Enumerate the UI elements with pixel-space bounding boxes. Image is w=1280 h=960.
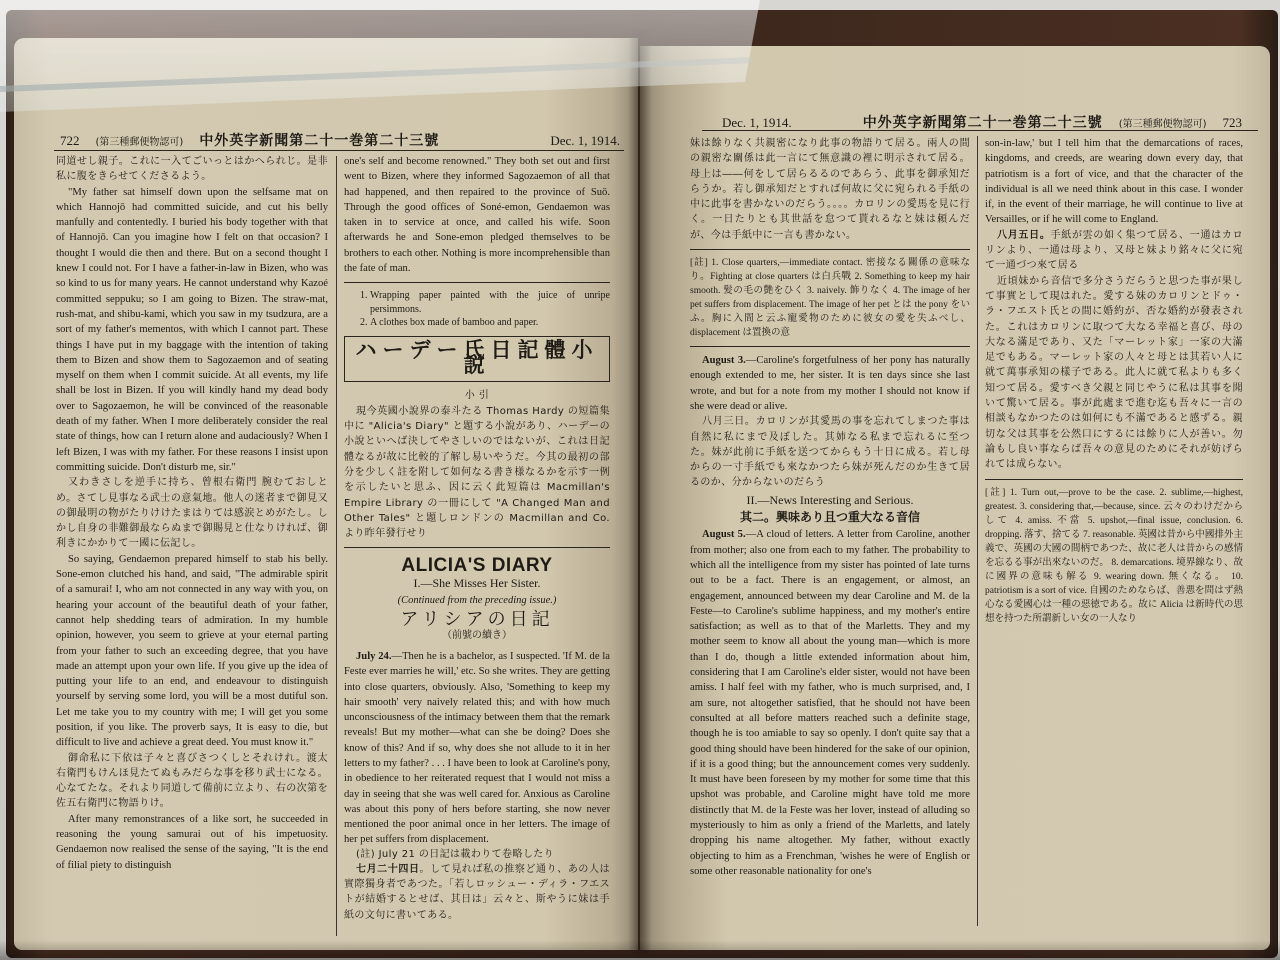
divider [690, 249, 970, 250]
intro-label: 小 引 [464, 390, 490, 402]
right-column-2 [985, 136, 1243, 936]
divider [344, 282, 610, 283]
entry-text: —Then he is a bachelor, as I suspected. 'If M. de la Feste ever marries he will,' etc. So she writes. They are getting into close quarters, obviously. Also, 'Something to keep my hair smooth' very naively related this; and with how much unconsciousness of the intimacy between them that the remark reveals! But my mother—what can she be doing? Does she know of this? And if so, why does she not allude to it in her letters to my father? . . . I have been to look at Caroline's pony, in obedience to her reiterated request that I would not miss a day in seeing that she was well cared for. Anxious as Caroline was about this pony of hers before starting, she now never mentioned the poor animal once in her letters. The image of her pet suffers from displacement. [344, 650, 610, 846]
entry-text-jp: 。して見れば私の推察ど通り、あの人は實際獨身者であつた。「若しロッシュー・ディラ・フエストが結婚するとせば、其日は」云々と、斯やうに妹は手紙の文句に書いてある。 [344, 863, 610, 921]
divider [690, 346, 970, 347]
intro-text: 現今英國小說界の泰斗たる Thomas Hardy の短篇集中に "Alicia's Diary" と題する小說があり、ハーデーの小說といへば決してやさしいのではないが、これは日記體なるが故に比較的了解し易いやうだ。今其の最初の部分を少しく註を附して如何なる書き様なるかを示す一例を示したいと思ふ、因に云く此短篇は Macmillan's Empire Library の一冊にして "A Changed Man and Other Tales" と題しロンドンの Macmillan and Co. より昨年發行せり [344, 405, 610, 540]
right-page-header [722, 112, 1242, 132]
left-page-header [60, 130, 620, 150]
divider [985, 479, 1243, 480]
text-block: 御命私に下依は子々と喜びさつくしとそれけれ。渡太右衛門もけんほ見たてぬもみだらな事を移り武士になる。心なてたな。それより同道して備前に立より、右の次第を佐五右衛門に物語りけ。 [56, 752, 328, 810]
entry-date-jp: 八月五日。 [997, 229, 1051, 241]
left-column-1 [56, 154, 328, 944]
article-title-jp: ハーデー氏日記體小説 [344, 336, 610, 383]
footnotes: [註] 1. Turn out,—prove to be the case. 2. sublime,—highest, greatest. 3. considering that,—because, since. 云々のわけだからして 4. amiss. 不當 5. upshot,—final issue, conclusion. 6. dropping. 落す、捨てる 7. reasonable. 英國は昔から中國排外主義で、英國の大國の間柄であつた、故に老人は昔からの感情を忘るる事が出來ないのだ。 8. demarcations. 境界線なり、故に國界の意味も解る 9. wearing down. 無くなる。 10. patriotism is a sort of vice. 自國のためならば、善悪を問はず熱心なる愛國心は一種の惡徳である。故に Alicia は新時代の思想を持つた所謂新しい女の一人なり [985, 487, 1243, 624]
column-divider [977, 136, 978, 926]
entry-text-jp: 八月三日。カロリンが其愛馬の事を忘れてしまつた事は自然に私にまで及ぼした。其姉なる私まで忘れるに至つた。妹が此前に手紙を送つてからもう十日に成る。若し母からの一寸手紙でも來なかつたら妹が死んだのか生きて居るのか、分からないのだらう [690, 416, 970, 489]
entry-date: August 5. [702, 529, 746, 541]
book-gutter [628, 30, 652, 954]
continued-note: (Continued from the preceding issue.) [397, 595, 557, 607]
diary-title: ALICIA'S DIARY [401, 555, 553, 577]
column-divider [336, 156, 337, 936]
header-rule [54, 150, 624, 151]
text-block: 妹は餘りなく共親密になり此事の物語りて居る。兩人の間の親密な關係は此一言にて無意識の裡に明示されて居る。母上は――何をして居らるるのであらう、此事を御承知だらうか。若し御承知だとすれば何故に父に宛られる手紙の中に此事を書かないのだらう。。。。カロリンの愛馬を見に行く。一日たりとも其世話を怠つて貰れるなと妹は頼んだが、今は手紙中に一言も書かない。 [690, 138, 970, 241]
note-jp: (註) July 21 の日記は載わりて卷略したり [356, 848, 555, 860]
text-block: son-in-law,' but I tell him that the demarcations of races, kingdoms, and creeds, are wearing down every day, that patriotism is a fort of vice, and that the character of the individual is all we need think about in this case. I wonder if, in the event of their marriage, he will continue to live at Versailles, or if he will come to England. [985, 138, 1243, 226]
entry-text: —Caroline's forgetfulness of her pony has naturally enough extended to me, her sister. It is ten days since she last wrote, and but for a note from my mother I should not know if she were dead or alive. [690, 355, 970, 412]
postal-permit: (第三種郵便物認可) [95, 137, 184, 148]
issue-date: Dec. 1, 1914. [722, 115, 792, 130]
diary-title-jp: アリシアの日記 [400, 609, 554, 631]
page-number: 722 [60, 133, 80, 148]
text-block: 又わきさしを逆手に持ち、曾根右衛門 腕むておしとめ。さてし見事なる武士の意氣地。他人の迷者まで御見又の御最明の物がたりけけたまはりては感涙とめがたし。しかし自身の非難御最ならぬまで御賜見と仕なりければ、御利きにかかりて一國に伝記し。 [56, 477, 328, 550]
newspaper-title: 中外英字新聞第二十一巻第二十三號 [862, 115, 1103, 131]
issue-date: Dec. 1, 1914. [550, 133, 620, 148]
bottom-shadow [0, 940, 1280, 960]
text-block: 近頃妹から音信で多分さうだらうと思つた事が果して事實として現はれた。愛する妹のカロリンとドゥ・ラ・フエスト氏との間に婚約が、否な婚約が發表された。これはカロリンに取つて大なる幸福と喜び、母の大なる滿足であり、又た「マーレット家」一家の大滿足でもある。マーレット家の人々と母とは其若い人に就て萬事承知の樣子である。此人に就て私よりも多く知つて居る。愛すべき父親と同じやうに私は其事を聞いて驚いて居る。事が此處まで進む迄も吾々に一言の相談もなかつたのは如何にも不滿であると感ずる。親切な父は其事を公然口にするには餘りに人が善い。勿論もし良い事ならば吾々の意見のためにそれが妨げられては成らない。 [985, 275, 1243, 471]
divider [344, 547, 610, 548]
page-number: 723 [1222, 115, 1242, 130]
entry-date: August 3. [702, 355, 746, 367]
footnote-list [344, 289, 610, 330]
footnotes: [註] 1. Close quarters,—immediate contact. 密接なる關係の意味なり。Fighting at close quarters は白兵戰 2. Something to keep my hair smooth. 髪の毛の艶をひく 3. naively. 飾りなく 4. The image of her pet suffers from displacement. The image of her pet とは the pony をいふ。胸に入間と云ふ寵愛物のために彼女の愛を失ふべし、displacement は置換の意 [690, 258, 970, 339]
header-rule [702, 130, 1258, 131]
chapter-heading: I.—She Misses Her Sister. [413, 575, 541, 590]
entry-date-jp: 七月二十四日 [356, 863, 420, 875]
text-block: After many remonstrances of a like sort, he succeeded in reasoning the young samurai out of his impetuosity. Gendaemon now realised the sense of the saying, "It is the end of filial piety to distinguish [56, 813, 328, 871]
footnote: 2. A clothes box made of bamboo and paper. [370, 316, 610, 330]
left-page [14, 38, 638, 950]
newspaper-title: 中外英字新聞第二十一巻第二十三號 [199, 133, 440, 149]
text-block: "My father sat himself down upon the selfsame mat on which Hannojō had committed suicide, and cut his belly manfully and contentedly. I buried his body together with that of Hannojō. Can you imagine how I felt on that occasion? I thought I would die then and there. But on a second thought I knew I could not. For I have a father-in-law in Bizen, who was so kind to us for many years. He cannot understand why Kazoé committed seppuku; so I am going to Bizen. The straw-mat, rush-mat, and shibu-kami, which you saw in my tsudzura, are a sort of my father's mementos, with which I cannot part. These things I have put in my baggage with the intention of taking them to Bizen and show them to Sagozaemon and of seating myself on them when I commit suicide. At all events, my life shall be lost in Bizen. If you will kindly hand my dead body over to Sagozaemon, he will be convinced of the reasonable death of my father. When I more deliberately consider the real state of things, how can I return alone and audaciously? When I left Bizen, I was with my father. For these reasons I insist upon committing suicide. Don't disturb me, sir." [56, 186, 328, 473]
entry-text-jp: 手紙が雲の如く集つて居る、一通はカロリンより、一通は母より、又母と妹より銘々に父に宛て一通づつ來て居る [985, 229, 1243, 272]
entry-text: —A cloud of letters. A letter from Caroline, another from mother; also one from each to my father. The probability to which all the intelligence from my sister has pointed of late turns out to be a fact. There is an engagement, or almost, an engagement, announced between my dear Caroline and M. de la Feste—to Caroline's sublime happiness, and my mother's entire satisfaction; as well as to that of the Marletts. They and my mother seem to know all about the young man—which is more than I do, though a little extended information about him, considering that I am Caroline's elder sister, would not have been amiss. I half feel with my father, who is much surprised, and, I am sure, not altogether satisfied, that he should not have been consulted at all before matters reached such a definite stage, though he is too amiable to say so openly. I don't quite say that a good thing should have been hindered for the sake of our opinion, if it is a good thing; but the announcement comes very suddenly. It must have been foreseen by my mother for some time that this upshot was probable, and Caroline might have told me more distinctly that M. de la Feste was her lover, instead of alluding so mysteriously to him as only a friend of the Marletts, and lately dropping his name altogether. My father, without exactly objecting to him as a Frenchman, 'wishes he were of English or some other reasonable nationality for one's [690, 529, 970, 877]
right-page [640, 46, 1270, 950]
text-block: 同道せし親子。これに一入てごいっとはかへられじ。是非私に腹をきらせてくださるよう。 [56, 156, 328, 183]
continued-note-jp: （前號の續き） [442, 629, 512, 641]
text-block: one's self and become renowned." They both set out and first went to Bizen, where they informed Sagozaemon of all that had happened, and then repaired to the province of Suō. Through the good offices of Soné-emon, Gendaemon was taken in to service at once, and called his wife. Soon afterwards he and Sone-emon pledged themselves to be brothers to each other. Nothing is more incomprehensible than the fate of man. [344, 156, 610, 275]
left-column-2 [344, 154, 610, 944]
section-heading: II.—News Interesting and Serious. [746, 492, 914, 507]
section-heading-jp: 其二。興味あり且つ重大なる音信 [739, 510, 920, 525]
footnote: 1. Wrapping paper painted with the juice of unripe persimmons. [370, 289, 610, 316]
text-block: So saying, Gendaemon prepared himself to stab his belly. Sone-emon clutched his hand, and said, "The admirable spirit of a samurai! I, who am not connected in any way with you, on hearing your account of the beautiful death of your father, cannot help shedding tears of admiration. In my humble opinion, however, you seem to grieve at your eternal parting from your father to such an exceeding degree, that you have made an attempt upon your own life. If you give up the idea of putting your life to an end, and endeavour to distinguish yourself by serving some lord, you will be a most dutiful son. Let me take you to my country with me; I will get you some position, if you like. The proverb says, It is easy to die, but difficult to live and achieve a great deed. You must know it." [56, 553, 328, 749]
right-column-1 [690, 136, 970, 936]
entry-date: July 24. [356, 650, 392, 662]
postal-permit: (第三種郵便物認可) [1118, 119, 1207, 130]
